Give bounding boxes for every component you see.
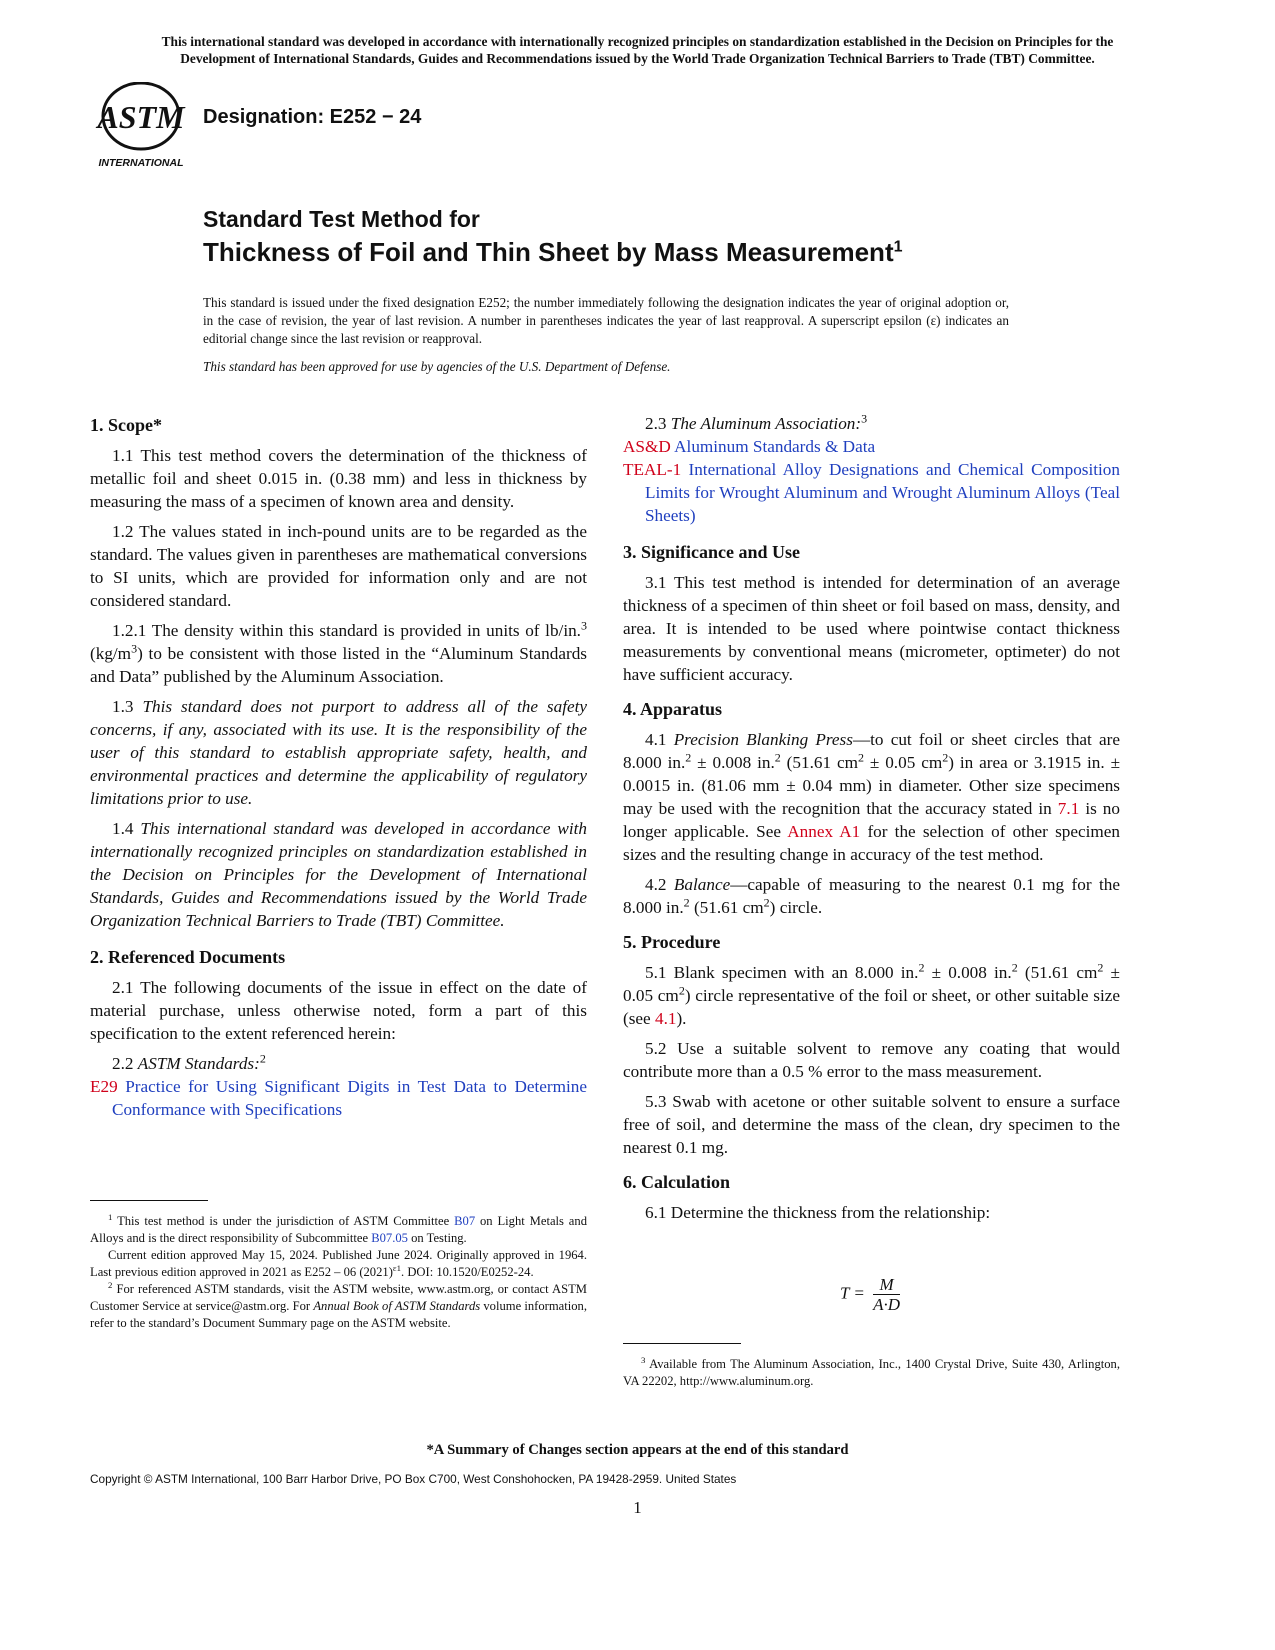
tbt-notice-line1: This international standard was developed in accordance with internationally recognized principles on standardization established in the Decision on Principles for the <box>161 34 1114 49</box>
para-4-1: 4.1 Precision Blanking Press—to cut foil or sheet circles that are 8.000 in.$^2$ ± 0.008 in.$^2$ (51.61 $cm^2 \pm 0.05$ $cm^2$) in area or 3.1915 in. ± 0.0015 in. (81.06 mm ± 0.04 mm) in diameter. Other size specimens may be used with the recognition that the accuracy stated in 7.1 is no longer applicable. See Annex A1 for the selection of other specimen sizes and the resulting change in accuracy of the test method. <box>623 730 1121 864</box>
right-column <box>623 412 1120 1231</box>
link-b07-05[interactable]: B07.05 <box>371 1231 408 1245</box>
footnote-1-edition: Current edition approved May 15, 2024. Published June 2024. Originally approved in 1964. Last previous edition approved in 2021 as E252 – 06 $(2021)^{\varepsilon 1}$. DOI: 10.1520/E0252-24. <box>90 1248 587 1279</box>
link-7-1[interactable]: 7.1 <box>1057 799 1080 818</box>
para-5-2: 5.2 Use a suitable solvent to remove any coating that would contribute more than a 0.5 % error to the mass measurement. <box>623 1039 1120 1081</box>
svg-text:ASTM: ASTM <box>97 99 185 135</box>
para-4-2: 4.2 Balance—capable of measuring to the nearest 0.1 mg for the 8.000 in.$^2$ (51.61 $cm^2$) circle. <box>623 875 1121 917</box>
heading-referenced-documents: 2. Referenced Documents <box>90 947 286 967</box>
footnotes-right <box>623 1356 1120 1390</box>
formula-numerator: M <box>873 1275 900 1295</box>
left-column <box>90 414 587 1121</box>
ref-teal[interactable] <box>623 458 1120 527</box>
ref-asd-code[interactable]: AS&D <box>623 437 671 456</box>
summary-of-changes-note: *A Summary of Changes section appears at the end of this standard <box>426 1442 849 1458</box>
para-1-3: 1.3 This standard does not purport to address all of the safety concerns, if any, associated with its use. It is the responsibility of the user of this standard to establish appropriate safety, health, and environmental practices and determine the applicability of regulatory limitations prior to use. <box>90 697 588 808</box>
para-1-2-1: 1.2.1 The density within this standard is provided in units of lb/in.$^3$ $(kg/m^3)$ to be consistent with those listed in the “Aluminum Standards and Data” published by the Aluminum Association. <box>90 618 587 686</box>
ref-e29[interactable] <box>90 1075 587 1121</box>
tbt-notice-line2: Development of International Standards, Guides and Recommendations issued by the World Trade Organization Technical Barriers to Trade (TBT) Committee. <box>180 51 1095 66</box>
footnote-3: $^3$ Available from The Aluminum Association, Inc., 1400 Crystal Drive, Suite 430, Arlington, VA 22202, http://www.aluminum.org. <box>623 1354 1120 1388</box>
formula-denominator: A·D <box>873 1295 901 1314</box>
copyright: Copyright © ASTM International, 100 Barr Harbor Drive, PO Box C700, West Conshohocken, PA 19428-2959. United States <box>90 1472 737 1486</box>
para-3-1: 3.1 This test method is intended for determination of an average thickness of a specimen of thin sheet or foil based on mass, density, and area. It is intended to be used where pointwise contact thickness measurements by conventional means (micrometer, optimeter) do not have sufficient accuracy. <box>623 573 1120 684</box>
designation: Designation: E252 − 24 <box>203 106 422 128</box>
para-6-1: 6.1 Determine the thickness from the relationship: <box>645 1203 991 1222</box>
link-4-1[interactable]: 4.1 <box>654 1009 677 1028</box>
heading-calculation: 6. Calculation <box>623 1172 731 1192</box>
issuance-statement: This standard is issued under the fixed designation E252; the number immediately following the designation indicates the year of original adoption or, in the case of revision, the year of last revision. A number in parentheses indicates the year of last reapproval. A superscript epsilon (ε) indicates an editorial change since the last revision or reapproval. <box>203 295 1009 346</box>
formula-fraction <box>873 1275 900 1314</box>
footnote-rule-right <box>623 1343 741 1344</box>
heading-scope: 1. Scope* <box>90 415 162 435</box>
footnotes-left <box>90 1213 587 1332</box>
tbt-notice <box>88 33 1187 67</box>
title-line1: Standard Test Method for <box>203 206 480 232</box>
svg-text:INTERNATIONAL: INTERNATIONAL <box>98 157 184 169</box>
link-annex-a1[interactable]: Annex A1 <box>787 822 861 841</box>
para-2-2: 2.2 ASTM Standards:$^2$ <box>112 1051 266 1073</box>
title-line2 <box>203 237 903 268</box>
heading-apparatus: 4. Apparatus <box>623 699 723 719</box>
footnote-rule-left <box>90 1200 208 1201</box>
heading-significance: 3. Significance and Use <box>623 542 801 562</box>
para-2-3: 2.3 The Aluminum Association:$^3$ <box>645 411 868 433</box>
para-1-4: 1.4 This international standard was developed in accordance with internationally recognized principles on standardization established in the Decision on Principles for the Development of International Standards, Guides and Recommendations issued by the World Trade Organization Technical Barriers to Trade (TBT) Committee. <box>90 819 587 930</box>
footnote-2: $^2$ For referenced ASTM standards, visit the ASTM website, www.astm.org, or contact ASTM Customer Service at service@astm.org. For Annual Book of ASTM Standards volume information, refer to the standard’s Document Summary page on the ASTM website. <box>90 1279 587 1330</box>
para-5-1: 5.1 Blank specimen with an 8.000 in.$^2$ ± 0.008 in.$^2$ (51.61 $cm^2 \pm 0.05$ $cm^2$) circle representative of the foil or sheet, or other suitable size (see 4.1). <box>623 960 1120 1028</box>
title-footnote-mark: 1 <box>893 238 903 256</box>
formula-lhs: T = <box>840 1283 865 1303</box>
ref-asd[interactable] <box>623 435 1120 458</box>
footnote-1: $^1$ This test method is under the jurisdiction of ASTM Committee B07 on Light Metals and Alloys and is the direct responsibility of Subcommittee B07.05 on Testing. <box>90 1211 587 1245</box>
para-5-3: 5.3 Swab with acetone or other suitable solvent to ensure a surface free of soil, and determine the mass of the clean, dry specimen to the nearest 0.1 mg. <box>623 1092 1120 1157</box>
ref-e29-code[interactable]: E29 <box>90 1077 118 1096</box>
ref-teal-code[interactable]: TEAL-1 <box>623 460 682 479</box>
dod-statement: This standard has been approved for use by agencies of the U.S. Department of Defense. <box>203 359 671 374</box>
astm-logo <box>92 82 192 170</box>
page-number: 1 <box>633 1498 642 1517</box>
para-1-2: 1.2 The values stated in inch-pound units are to be regarded as the standard. The values given in parentheses are mathematical conversions to SI units, which are provided for information only and are not considered standard. <box>90 522 587 610</box>
ref-teal-title[interactable]: International Alloy Designations and Chemical Composition Limits for Wrought Aluminum and Wrought Aluminum Alloys (Teal Sheets) <box>645 460 1120 525</box>
ref-e29-title[interactable]: Practice for Using Significant Digits in Test Data to Determine Conformance with Specifications <box>112 1077 587 1119</box>
thickness-formula <box>840 1275 900 1314</box>
heading-procedure: 5. Procedure <box>623 932 721 952</box>
para-1-1: 1.1 This test method covers the determination of the thickness of metallic foil and sheet 0.015 in. (0.38 mm) and less in thickness by measuring the mass of a specimen of known area and density. <box>90 446 587 511</box>
link-b07[interactable]: B07 <box>454 1214 476 1228</box>
title-text: Thickness of Foil and Thin Sheet by Mass Measurement <box>203 237 894 267</box>
ref-asd-title[interactable]: Aluminum Standards & Data <box>674 437 876 456</box>
para-2-1: 2.1 The following documents of the issue in effect on the date of material purchase, unless otherwise noted, form a part of this specification to the extent referenced herein: <box>90 978 587 1043</box>
